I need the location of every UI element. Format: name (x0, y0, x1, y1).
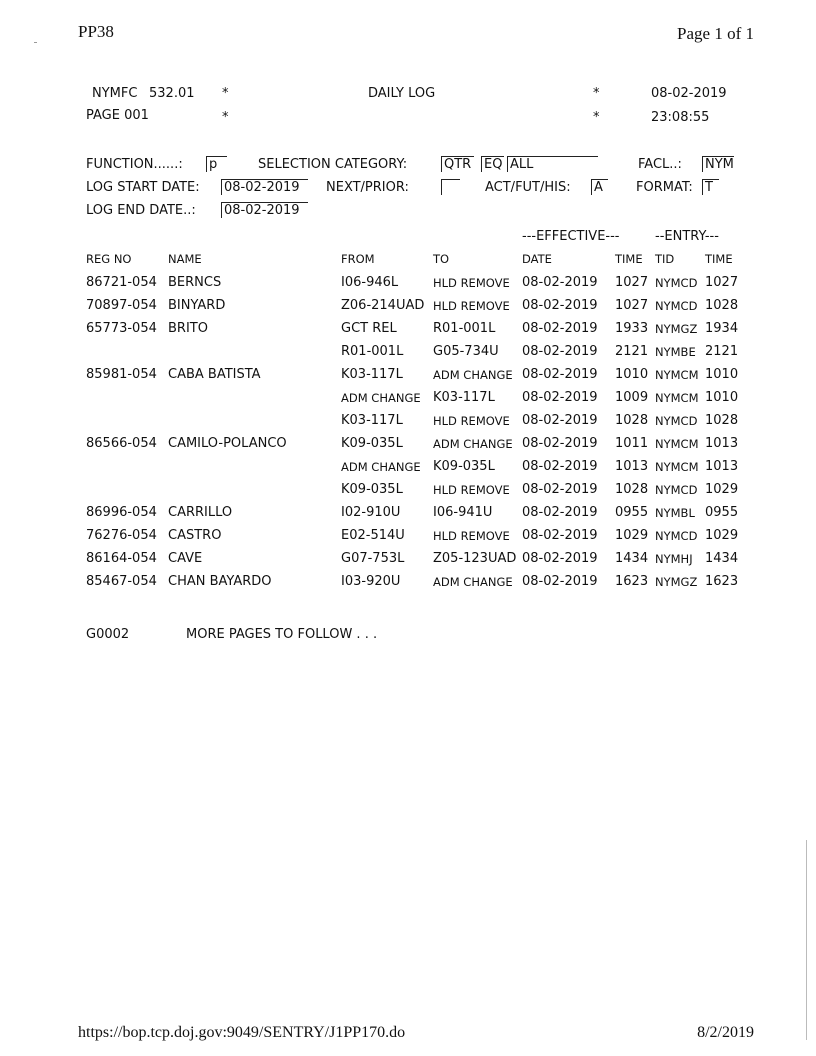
cell-to: ADM CHANGE (433, 437, 513, 451)
header-star: * (222, 86, 229, 101)
cell-name: CASTRO (168, 528, 222, 543)
page-url: https://bop.tcp.doj.gov:9049/SENTRY/J1PP170.do (78, 1024, 406, 1041)
cell-to: ADM CHANGE (433, 575, 513, 589)
cell-entry-time: 1029 (705, 482, 739, 497)
cell-from: K03-117L (341, 413, 403, 428)
selection-input-2[interactable]: EQ (481, 156, 504, 172)
scan-speck (34, 42, 37, 43)
cell-name: CAMILO-POLANCO (168, 436, 287, 451)
cell-time: 1010 (615, 367, 649, 382)
selection-category-label: SELECTION CATEGORY: (258, 157, 408, 172)
cell-name: CABA BATISTA (168, 367, 261, 382)
cell-from: I03-920U (341, 574, 401, 589)
cell-from: ADM CHANGE (341, 391, 421, 405)
cell-date: 08-02-2019 (522, 367, 598, 382)
cell-tid: NYMBE (655, 345, 696, 359)
cell-time: 1027 (615, 275, 649, 290)
cell-time: 1434 (615, 551, 649, 566)
cell-reg: 76276-054 (86, 528, 157, 543)
cell-date: 08-02-2019 (522, 459, 598, 474)
cell-tid: NYMHJ (655, 552, 693, 566)
page-number: Page 1 of 1 (677, 24, 754, 43)
cell-from: I06-946L (341, 275, 399, 290)
log-start-input[interactable]: 08-02-2019 (221, 179, 308, 195)
more-pages-message: MORE PAGES TO FOLLOW . . . (186, 627, 378, 642)
cell-time: 1029 (615, 528, 649, 543)
cell-time: 1933 (615, 321, 649, 336)
cell-reg: 65773-054 (86, 321, 157, 336)
screen-time: 23:08:55 (651, 110, 710, 125)
function-input[interactable]: p (206, 156, 227, 172)
cell-tid: NYMBL (655, 506, 695, 520)
cell-tid: NYMCD (655, 299, 698, 313)
next-prior-input[interactable] (441, 179, 460, 195)
selection-input-1[interactable]: QTR (441, 156, 474, 172)
cell-tid: NYMCM (655, 437, 699, 451)
cell-name: CAVE (168, 551, 203, 566)
cell-tid: NYMCM (655, 460, 699, 474)
cell-name: CHAN BAYARDO (168, 574, 272, 589)
cell-time: 0955 (615, 505, 649, 520)
cell-reg: 86721-054 (86, 275, 157, 290)
cell-entry-time: 1013 (705, 436, 739, 451)
col-header-to: TO (433, 252, 450, 266)
screen-date: 08-02-2019 (651, 86, 727, 101)
screen-title: DAILY LOG (368, 86, 436, 101)
act-fut-his-input[interactable]: A (591, 179, 608, 195)
message-code: G0002 (86, 627, 130, 642)
cell-reg: 86996-054 (86, 505, 157, 520)
cell-tid: NYMCD (655, 276, 698, 290)
cell-tid: NYMCD (655, 483, 698, 497)
cell-from: K03-117L (341, 367, 403, 382)
cell-entry-time: 1934 (705, 321, 739, 336)
scan-edge-line (806, 840, 807, 1040)
cell-entry-time: 1027 (705, 275, 739, 290)
cell-to: R01-001L (433, 321, 496, 336)
header-star: * (593, 86, 600, 101)
system-name: NYMFC (92, 86, 138, 101)
cell-from: K09-035L (341, 482, 403, 497)
cell-to: I06-941U (433, 505, 493, 520)
cell-time: 1027 (615, 298, 649, 313)
col-header-date: DATE (522, 252, 552, 266)
col-header-time: TIME (615, 252, 643, 266)
cell-to: ADM CHANGE (433, 368, 513, 382)
cell-time: 1009 (615, 390, 649, 405)
cell-name: BERNCS (168, 275, 222, 290)
cell-entry-time: 1013 (705, 459, 739, 474)
cell-date: 08-02-2019 (522, 436, 598, 451)
facl-label: FACL..: (638, 157, 682, 172)
cell-date: 08-02-2019 (522, 528, 598, 543)
log-end-input[interactable]: 08-02-2019 (221, 202, 308, 218)
cell-time: 1028 (615, 413, 649, 428)
cell-name: BRITO (168, 321, 208, 336)
cell-entry-time: 1010 (705, 390, 739, 405)
cell-entry-time: 1010 (705, 367, 739, 382)
cell-time: 1623 (615, 574, 649, 589)
header-star: * (593, 110, 600, 125)
cell-tid: NYMCM (655, 368, 699, 382)
cell-date: 08-02-2019 (522, 551, 598, 566)
col-header-from: FROM (341, 252, 375, 266)
cell-date: 08-02-2019 (522, 505, 598, 520)
format-input[interactable]: T (702, 179, 719, 195)
cell-to: HLD REMOVE (433, 529, 510, 543)
cell-reg: 86566-054 (86, 436, 157, 451)
cell-date: 08-02-2019 (522, 321, 598, 336)
cell-to: K03-117L (433, 390, 495, 405)
cell-date: 08-02-2019 (522, 413, 598, 428)
cell-to: Z05-123UAD (433, 551, 517, 566)
cell-tid: NYMGZ (655, 322, 698, 336)
cell-to: G05-734U (433, 344, 499, 359)
cell-tid: NYMCD (655, 414, 698, 428)
cell-time: 1028 (615, 482, 649, 497)
cell-from: E02-514U (341, 528, 405, 543)
cell-tid: NYMCD (655, 529, 698, 543)
facl-input[interactable]: NYM (702, 156, 734, 172)
cell-to: HLD REMOVE (433, 483, 510, 497)
cell-entry-time: 1028 (705, 413, 739, 428)
cell-name: CARRILLO (168, 505, 233, 520)
next-prior-label: NEXT/PRIOR: (326, 180, 409, 195)
cell-tid: NYMGZ (655, 575, 698, 589)
cell-entry-time: 1623 (705, 574, 739, 589)
print-date: 8/2/2019 (697, 1024, 754, 1041)
act-fut-his-label: ACT/FUT/HIS: (485, 180, 571, 195)
cell-from: K09-035L (341, 436, 403, 451)
cell-time: 1011 (615, 436, 649, 451)
header-star: * (222, 110, 229, 125)
cell-tid: NYMCM (655, 391, 699, 405)
cell-date: 08-02-2019 (522, 275, 598, 290)
col-header-entry-time: TIME (705, 252, 733, 266)
cell-time: 1013 (615, 459, 649, 474)
system-version: 532.01 (149, 86, 195, 101)
cell-from: I02-910U (341, 505, 401, 520)
cell-entry-time: 2121 (705, 344, 739, 359)
entry-group-header: --ENTRY--- (655, 229, 719, 244)
cell-from: GCT REL (341, 321, 397, 336)
cell-reg: 86164-054 (86, 551, 157, 566)
cell-entry-time: 1028 (705, 298, 739, 313)
effective-group-header: ---EFFECTIVE--- (522, 229, 620, 244)
cell-name: BINYARD (168, 298, 226, 313)
cell-date: 08-02-2019 (522, 390, 598, 405)
col-header-name: NAME (168, 252, 202, 266)
cell-date: 08-02-2019 (522, 482, 598, 497)
cell-reg: 85981-054 (86, 367, 157, 382)
cell-reg: 70897-054 (86, 298, 157, 313)
cell-time: 2121 (615, 344, 649, 359)
cell-entry-time: 1029 (705, 528, 739, 543)
cell-to: HLD REMOVE (433, 299, 510, 313)
cell-date: 08-02-2019 (522, 298, 598, 313)
page-label: PAGE 001 (86, 108, 149, 123)
selection-input-3[interactable]: ALL (507, 156, 598, 172)
page-id: PP38 (78, 22, 114, 41)
function-label: FUNCTION......: (86, 157, 183, 172)
cell-entry-time: 1434 (705, 551, 739, 566)
cell-from: R01-001L (341, 344, 404, 359)
log-start-label: LOG START DATE: (86, 180, 200, 195)
format-label: FORMAT: (636, 180, 693, 195)
cell-from: Z06-214UAD (341, 298, 425, 313)
col-header-reg: REG NO (86, 252, 132, 266)
cell-to: K09-035L (433, 459, 495, 474)
cell-to: HLD REMOVE (433, 276, 510, 290)
cell-from: ADM CHANGE (341, 460, 421, 474)
cell-date: 08-02-2019 (522, 574, 598, 589)
log-end-label: LOG END DATE..: (86, 203, 196, 218)
cell-entry-time: 0955 (705, 505, 739, 520)
cell-date: 08-02-2019 (522, 344, 598, 359)
cell-reg: 85467-054 (86, 574, 157, 589)
col-header-tid: TID (655, 252, 675, 266)
cell-to: HLD REMOVE (433, 414, 510, 428)
cell-from: G07-753L (341, 551, 405, 566)
